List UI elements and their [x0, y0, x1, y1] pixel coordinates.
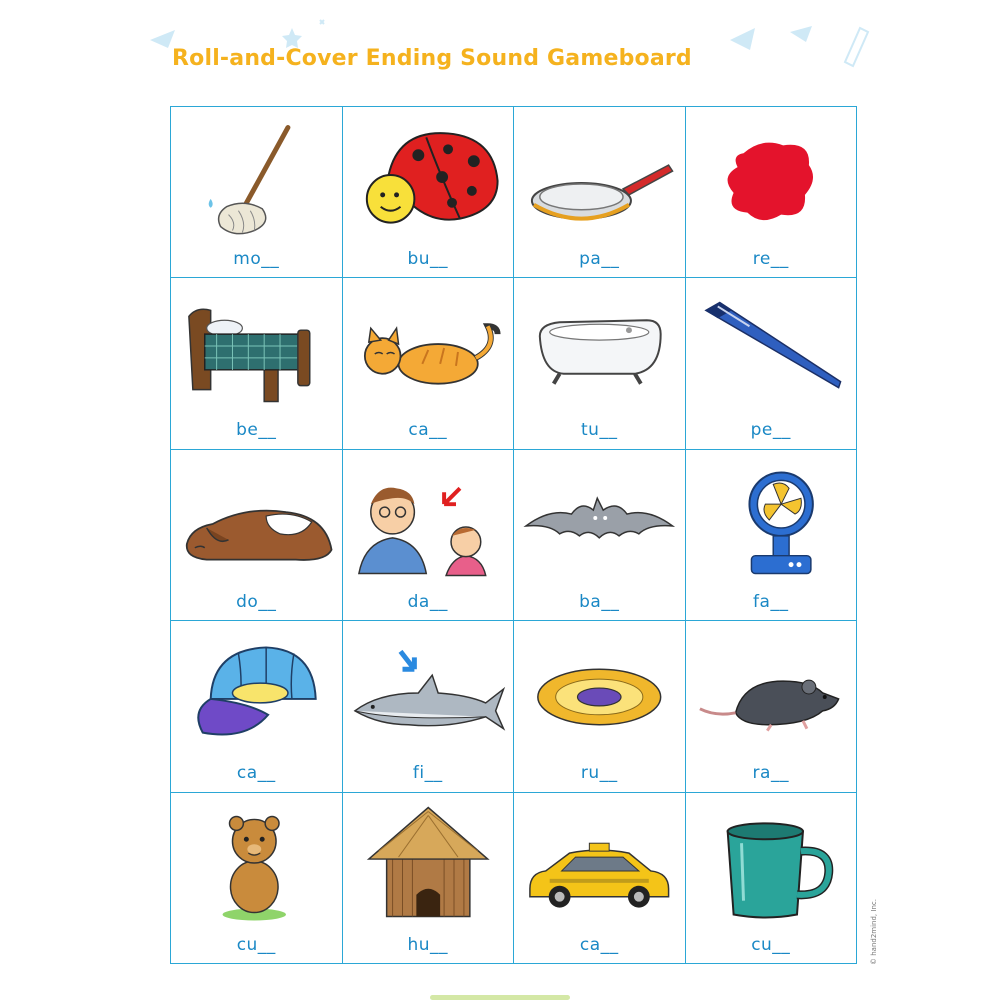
bathtub-icon — [520, 286, 679, 414]
gameboard-cell — [686, 450, 858, 621]
bat-icon — [520, 458, 679, 586]
word-prompt: cu__ — [751, 934, 791, 955]
gameboard-cell — [514, 278, 686, 449]
word-prompt: ra__ — [752, 763, 789, 784]
gameboard-cell — [514, 450, 686, 621]
pan-icon — [520, 115, 679, 243]
word-prompt: fi__ — [412, 763, 443, 784]
word-prompt: tu__ — [581, 420, 618, 441]
word-prompt: da__ — [407, 591, 448, 612]
word-prompt: bu__ — [407, 249, 449, 269]
word-prompt: ru__ — [580, 763, 618, 784]
fan-icon — [692, 458, 851, 586]
pen-icon — [692, 286, 851, 414]
cap-icon — [177, 629, 336, 757]
page-title: Roll-and-Cover Ending Sound Gameboard — [172, 46, 692, 71]
gameboard-cell — [343, 793, 515, 964]
taxi-car-icon — [520, 801, 679, 929]
word-prompt: ca__ — [236, 763, 276, 784]
pencil-icon — [845, 28, 868, 66]
gameboard-cell — [171, 621, 343, 792]
dog-icon — [177, 458, 336, 586]
hut-icon — [349, 801, 508, 929]
bed-icon — [177, 286, 336, 414]
word-prompt: cu__ — [236, 934, 276, 955]
word-prompt: ba__ — [579, 591, 620, 612]
word-prompt: mo__ — [233, 249, 280, 269]
gameboard-cell — [343, 621, 515, 792]
copyright-notice: © hand2mind, Inc. — [870, 899, 878, 965]
word-prompt: fa__ — [753, 591, 789, 612]
gameboard-cell — [171, 450, 343, 621]
gameboard-cell — [343, 278, 515, 449]
bear-cub-icon — [177, 801, 336, 929]
paper-plane-icon — [730, 28, 755, 50]
word-prompt: pa__ — [579, 249, 620, 269]
gameboard-cell — [171, 107, 343, 278]
word-prompt: ca__ — [408, 420, 448, 441]
word-prompt: ca__ — [579, 934, 619, 955]
gameboard-cell — [686, 621, 858, 792]
rat-icon — [692, 629, 851, 757]
gameboard-cell — [343, 450, 515, 621]
cup-icon — [692, 801, 851, 929]
gameboard-cell — [171, 793, 343, 964]
gameboard-cell — [686, 278, 858, 449]
gameboard-cell — [686, 793, 858, 964]
footer-accent-bar — [430, 995, 570, 1000]
shark-fin-icon — [349, 629, 508, 757]
gameboard-cell — [343, 107, 515, 278]
gameboard-grid — [170, 106, 857, 964]
word-prompt: re__ — [752, 249, 789, 269]
rug-icon — [520, 629, 679, 757]
gameboard-cell — [686, 107, 858, 278]
word-prompt: do__ — [236, 591, 277, 612]
dad-icon — [349, 458, 508, 586]
ladybug-icon — [349, 115, 508, 243]
word-prompt: be__ — [236, 420, 277, 441]
word-prompt: hu__ — [407, 934, 449, 955]
mop-icon — [177, 115, 336, 243]
star-icon — [282, 28, 302, 48]
red-splotch-icon — [692, 115, 851, 243]
word-prompt: pe__ — [750, 420, 791, 441]
gameboard-cell — [514, 107, 686, 278]
paper-plane-icon — [790, 26, 812, 42]
gameboard-cell — [514, 621, 686, 792]
gameboard-cell — [514, 793, 686, 964]
gameboard-cell — [171, 278, 343, 449]
cat-icon — [349, 286, 508, 414]
